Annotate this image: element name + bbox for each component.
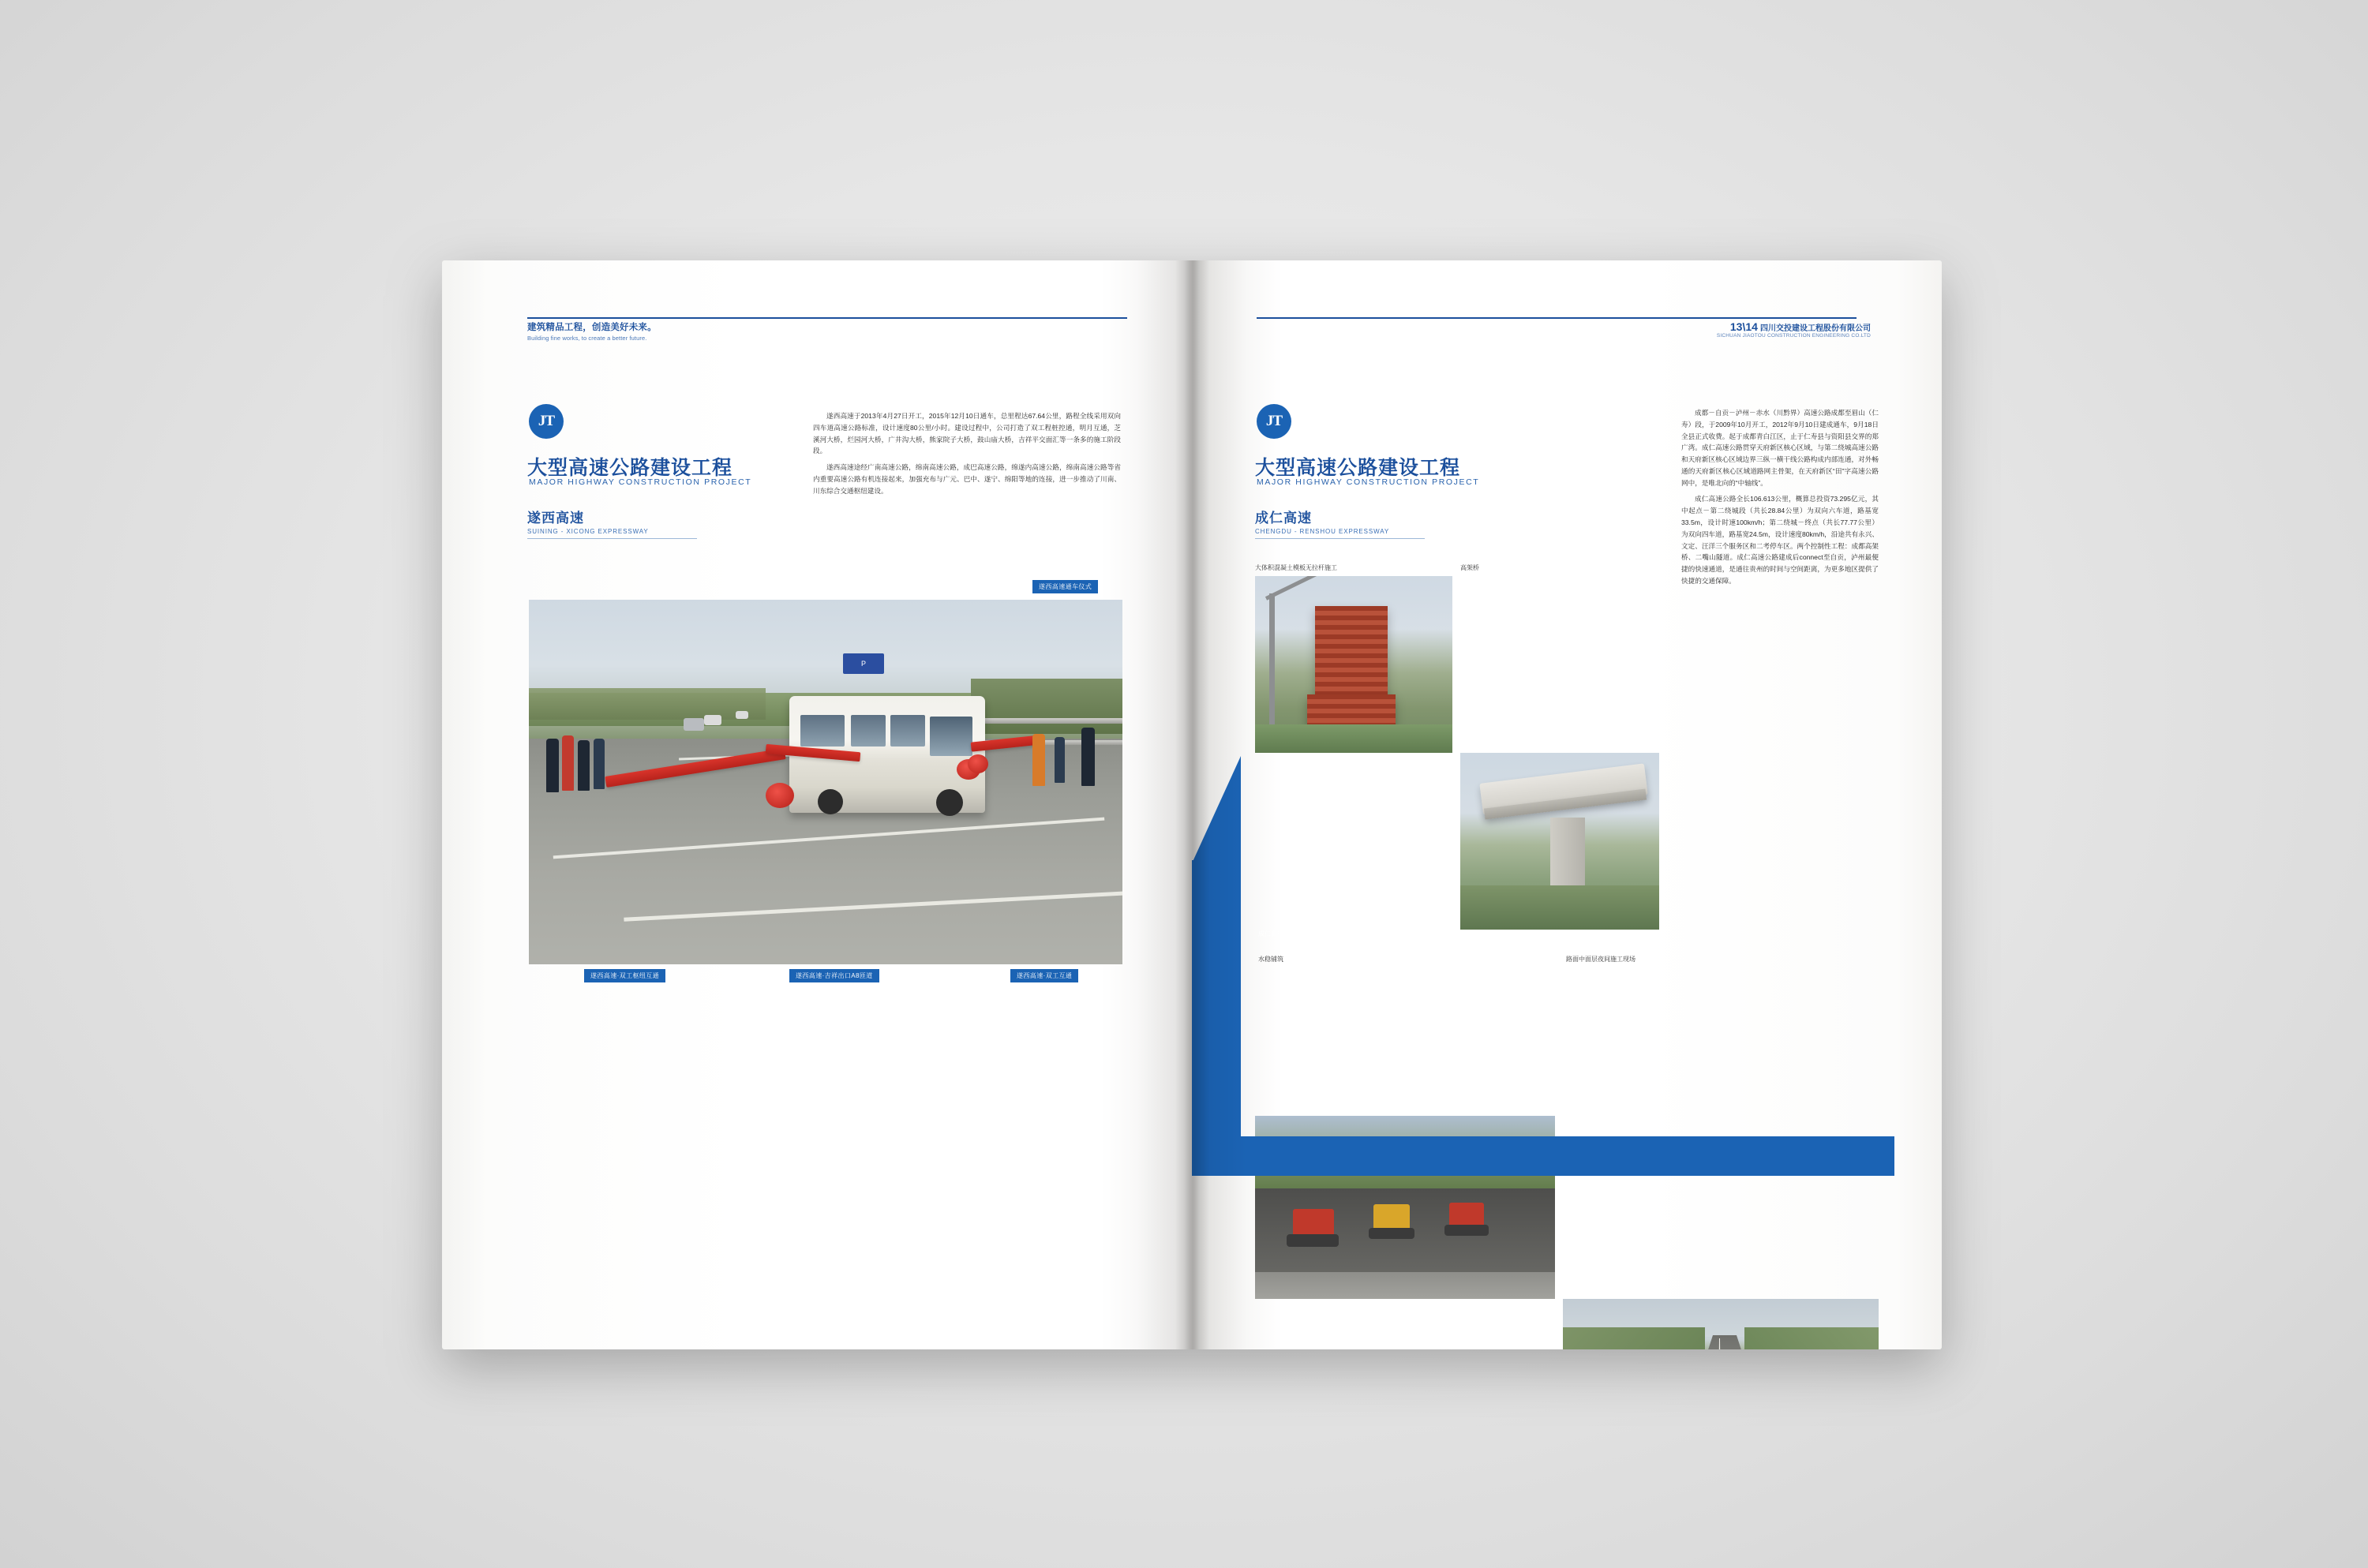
caption-viaduct: 高架桥 bbox=[1460, 564, 1479, 571]
worker-orange bbox=[1032, 734, 1045, 786]
company-logo-right bbox=[1257, 404, 1291, 439]
right-page bbox=[1192, 260, 1942, 1349]
crane-mast bbox=[1269, 593, 1275, 732]
header-rule-left bbox=[527, 317, 1127, 319]
attendee-4 bbox=[594, 739, 605, 789]
caption-night-paving: 路面中面层夜间施工现场 bbox=[1566, 956, 1635, 963]
subtitle-zh-right: 成仁高速 bbox=[1255, 511, 1312, 526]
header-company-block bbox=[1717, 320, 1871, 339]
distant-car-1 bbox=[704, 715, 721, 725]
logo-text: JT bbox=[538, 413, 555, 429]
tree-line bbox=[529, 688, 766, 720]
roller-drum-1 bbox=[1287, 1234, 1339, 1247]
subtitle-zh: 遂西高速 bbox=[527, 511, 584, 526]
magazine-spread bbox=[442, 260, 1942, 1349]
caption-thumb-2: 遂西高速·吉祥出口A8匝道 bbox=[789, 969, 879, 982]
bus-window-2 bbox=[851, 715, 886, 747]
photo-finished-road bbox=[1563, 1299, 1879, 1349]
left-page-title-en: MAJOR HIGHWAY CONSTRUCTION PROJECT bbox=[529, 477, 752, 487]
company-logo-left bbox=[529, 404, 564, 439]
subtitle-en-right: CHENGDU - RENSHOU EXPRESSWAY bbox=[1255, 528, 1390, 535]
attendee-5 bbox=[1081, 728, 1095, 786]
subtitle-rule bbox=[527, 538, 697, 539]
ribbon-flower-1 bbox=[766, 783, 794, 808]
left-page-title-zh: 大型高速公路建设工程 bbox=[527, 457, 733, 479]
subtitle-rule-right bbox=[1255, 538, 1425, 539]
bus-wheel-rear bbox=[818, 789, 843, 814]
caption-thumb-3: 遂西高速·双工互通 bbox=[1010, 969, 1078, 982]
header-rule-right bbox=[1257, 317, 1857, 319]
right-paragraph-2: 成仁高速公路全长106.613公里，概算总投资73.295亿元，其中起点－第二绕城段（共长28.84公里）为双向六车道，路基宽33.5m，设计时速100km/h；第二绕城－终点（共长77.77公里）为双向四车道，路基宽24.5m，设计速度80km/h，沿途共有永兴、文定、汪洋三个服务区和二考停车区。两个控制性工程：成都高架桥、二嘴山隧道。成仁高速公路建成后connect至自贡，泸州最便捷的快速通道，是通往贵州的时间与空间距离，为更多地区提供了快捷的交通保障。 bbox=[1681, 495, 1879, 585]
distant-car-3 bbox=[684, 718, 704, 731]
roller-drum-2 bbox=[1369, 1228, 1414, 1239]
left-body-text bbox=[813, 410, 1121, 501]
overhead-sign: P bbox=[843, 653, 884, 674]
company-name-en: SICHUAN JIAOTOU CONSTRUCTION ENGINEERING CO.LTD bbox=[1716, 333, 1871, 339]
bus-window-3 bbox=[890, 715, 925, 747]
blue-sidebar-block bbox=[1192, 860, 1241, 1176]
right-page-title-en: MAJOR HIGHWAY CONSTRUCTION PROJECT bbox=[1257, 477, 1480, 487]
road-left-slope bbox=[1563, 1327, 1705, 1349]
caption-thumb-1: 遂西高速·双工枢纽互通 bbox=[584, 969, 665, 982]
subtitle-en: SUINING - XICONG EXPRESSWAY bbox=[527, 528, 649, 535]
distant-car-2 bbox=[736, 711, 748, 719]
left-paragraph-1: 遂西高速于2013年4月27日开工，2015年12月10日通车，总里程达67.64公里，路程全线采用双向四车道高速公路标准，设计速度80公里/小时。建设过程中，公司打造了双工程桩控通，明月互通，芝溪河大桥，烂园河大桥，广井沟大桥，熊家院子大桥，鼓山庙大桥，吉祥平交面汇等一条多的施工阶段段。 bbox=[813, 412, 1121, 455]
right-body-text bbox=[1681, 407, 1879, 592]
crane-jib bbox=[1265, 576, 1318, 601]
road-right-slope bbox=[1744, 1327, 1879, 1349]
tagline-zh: 建筑精品工程，创造美好未来。 bbox=[527, 323, 657, 332]
tree-cluster-right bbox=[971, 679, 1122, 734]
left-page bbox=[442, 260, 1192, 1349]
attendee-6 bbox=[1055, 737, 1065, 783]
bus-windshield bbox=[930, 717, 972, 756]
roller-drum-3 bbox=[1444, 1225, 1489, 1236]
blue-wedge-shape bbox=[1192, 756, 1241, 863]
paved-lane-foreground bbox=[1255, 1272, 1555, 1299]
photo-ribbon-cutting-ceremony bbox=[529, 600, 1122, 964]
caption-road: 路面 bbox=[1566, 930, 1579, 937]
photo-formwork-tower bbox=[1255, 576, 1452, 753]
caption-tower: 大体积混凝土模板无拉杆施工 bbox=[1255, 564, 1337, 571]
attendee-3 bbox=[578, 740, 590, 791]
caption-sma-paving: 成仁高速公路SMA路面铺筑 bbox=[1258, 930, 1336, 937]
caption-water-paving: 水稳铺筑 bbox=[1258, 956, 1283, 963]
right-page-title-zh: 大型高速公路建设工程 bbox=[1255, 457, 1461, 479]
ground-vegetation bbox=[1255, 724, 1452, 753]
photo-viaduct-girder bbox=[1460, 753, 1659, 930]
header-tagline-left bbox=[527, 322, 657, 342]
blue-footer-block bbox=[1192, 1136, 1894, 1176]
company-name-zh: 四川交投建设工程股份有限公司 bbox=[1760, 324, 1871, 333]
tagline-en: Building fine works, to create a better future. bbox=[527, 334, 647, 342]
attendee-1 bbox=[546, 739, 559, 792]
ribbon-flower-2 bbox=[968, 754, 988, 773]
bus-window-1 bbox=[800, 715, 845, 747]
caption-main-photo: 遂西高速通车仪式 bbox=[1032, 580, 1098, 593]
page-number: 13\14 bbox=[1729, 320, 1758, 333]
left-paragraph-2: 遂西高速途经广南高速公路，绵南高速公路，成巴高速公路，绵遂内高速公路，绵南高速公路等省内重要高速公路有机连接起来，加强充布与广元、巴中、遂宁、绵阳等地的连接，进一步推动了川南、川东综合交通枢纽建设。 bbox=[813, 463, 1121, 495]
bus-wheel-front bbox=[936, 789, 963, 816]
logo-text-right: JT bbox=[1265, 413, 1283, 429]
right-paragraph-1: 成都－自贡－泸州－赤水（川黔界）高速公路成都至眉山（仁寿）段，于2009年10月开工，2012年9月10日建成通车，9月18日全县正式收费。起于成都青白江区，止于仁寿县与资阳县交界的郑广湾。成仁高速公路贯穿天府新区核心区域，与第二绕城高速公路和天府新区核心区域边界三纵一横干线公路构成内部连通，对外畅通的天府新区核心区域道路网主骨架，在天府新区“田”字高速公路网中，是唯北向的“中轴线”。 bbox=[1681, 409, 1879, 487]
viaduct-ground bbox=[1460, 885, 1659, 930]
left-page-subtitle bbox=[527, 507, 697, 539]
attendee-2 bbox=[562, 735, 574, 791]
right-page-subtitle bbox=[1255, 507, 1425, 539]
